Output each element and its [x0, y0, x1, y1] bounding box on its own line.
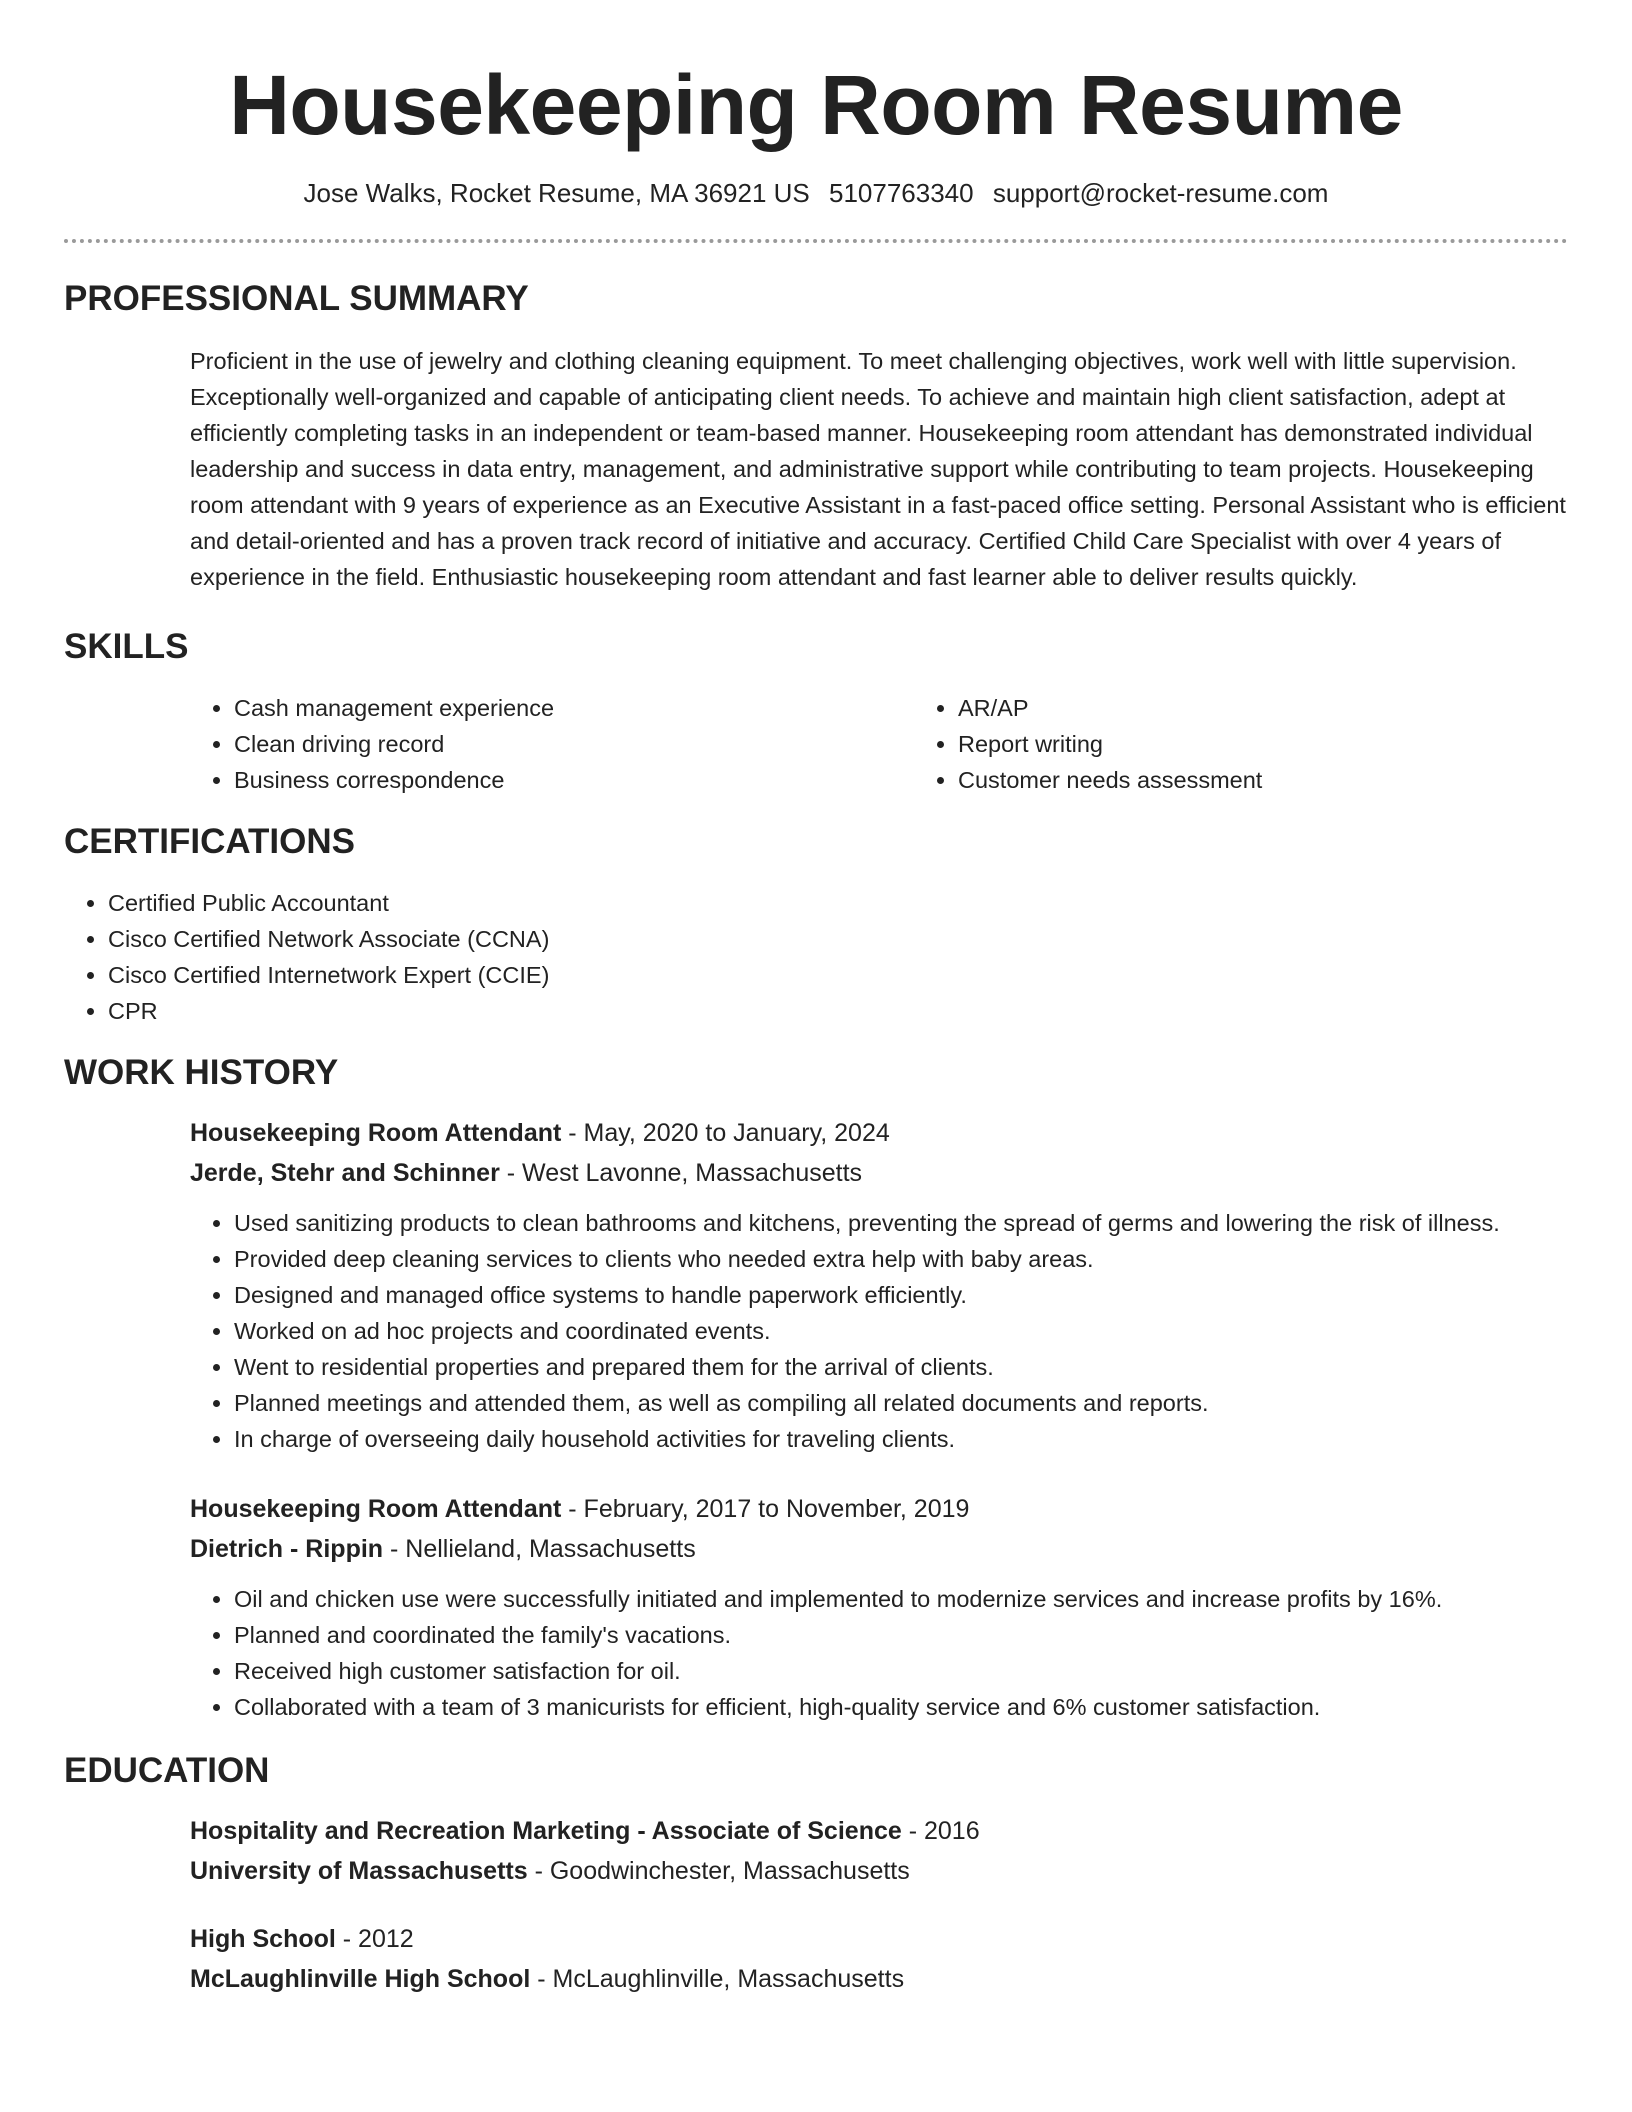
skill-item: • Customer needs assessment [958, 762, 1632, 798]
job-duty: • Received high customer satisfaction for oil. [234, 1653, 1568, 1689]
education-year: - 2016 [901, 1817, 980, 1845]
job-duty: • Provided deep cleaning services to clients who needed extra help with baby areas. [234, 1241, 1568, 1277]
summary-text: Proficient in the use of jewelry and clothing cleaning equipment. To meet challenging objectives, work well with little supervision. Exceptionally well-organized and capable of anticipating client needs. To achieve and maintain high client satisfaction, adept at efficiently completing tasks in an independent or team-based manner. Housekeeping room attendant has demonstrated individual leadership and success in data entry, management, and administrative support while contributing to team projects. Housekeeping room attendant with 9 years of experience as an Executive Assistant in a fast-paced office setting. Personal Assistant who is efficient and detail-oriented and has a proven track record of initiative and accuracy. Certified Child Care Specialist with over 4 years of experience in the field. Enthusiastic housekeeping room attendant and fast learner able to deliver results quickly. [190, 348, 1566, 590]
job-location: - Nellieland, Massachusetts [383, 1535, 696, 1563]
job-company-line [190, 1529, 1568, 1569]
header-divider [64, 239, 1568, 243]
education-school-line [190, 1851, 1568, 1891]
education-entry [190, 1919, 1568, 1999]
job-dates: - February, 2017 to November, 2019 [561, 1495, 970, 1523]
job-duties-list [190, 1581, 1568, 1725]
education-school: University of Massachusetts [190, 1857, 528, 1885]
job-duty: • Designed and managed office systems to handle paperwork efficiently. [234, 1277, 1568, 1313]
education-location: - McLaughlinville, Massachusetts [530, 1965, 905, 1993]
education-degree: High School [190, 1925, 336, 1953]
contact-email[interactable]: support@rocket-resume.com [992, 178, 1329, 208]
resume-title: Housekeeping Room Resume [229, 58, 1403, 152]
job-duty: • Oil and chicken use were successfully initiated and implemented to modernize services and increase profits by 16%. [234, 1581, 1568, 1617]
skill-item: • AR/AP [958, 690, 1632, 726]
job-duty: • Collaborated with a team of 3 manicurists for efficient, high-quality service and 6% customer satisfaction. [234, 1689, 1568, 1725]
job-duty: • Went to residential properties and prepared them for the arrival of clients. [234, 1349, 1568, 1385]
skill-item: • Report writing [958, 726, 1632, 762]
job-company: Dietrich - Rippin [190, 1535, 384, 1563]
skill-item: • Cash management experience [234, 690, 914, 726]
education-heading: EDUCATION [64, 1751, 270, 1790]
job-title: Housekeeping Room Attendant [190, 1119, 562, 1147]
skill-item: • Business correspondence [234, 762, 914, 798]
education-degree-line [190, 1811, 1568, 1851]
contact-address: Jose Walks, Rocket Resume, MA 36921 US [303, 178, 810, 208]
education-entry [190, 1811, 1568, 1891]
job-dates: - May, 2020 to January, 2024 [561, 1119, 890, 1147]
job-title-line [190, 1113, 1568, 1153]
job-company: Jerde, Stehr and Schinner [190, 1159, 500, 1187]
job-duty: • Planned meetings and attended them, as well as compiling all related documents and reports. [234, 1385, 1568, 1421]
job-duty: • Planned and coordinated the family's vacations. [234, 1617, 1568, 1653]
work-history-heading: WORK HISTORY [64, 1053, 339, 1092]
education-degree: Hospitality and Recreation Marketing - Associate of Science [190, 1817, 902, 1845]
summary-heading: PROFESSIONAL SUMMARY [64, 279, 529, 318]
education-degree-line [190, 1919, 1568, 1959]
certification-item: • CPR [108, 993, 1568, 1029]
job-duties-list [190, 1205, 1568, 1457]
education-location: - Goodwinchester, Massachusetts [527, 1857, 910, 1885]
certification-item: • Cisco Certified Internetwork Expert (CCIE) [108, 957, 1568, 993]
skills-right-list [914, 690, 1632, 798]
job-location: - West Lavonne, Massachusetts [499, 1159, 863, 1187]
job-duty: • In charge of overseeing daily household activities for traveling clients. [234, 1421, 1568, 1457]
education-year: - 2012 [335, 1925, 414, 1953]
skill-item: • Clean driving record [234, 726, 914, 762]
job-entry [190, 1489, 1568, 1725]
job-entry [190, 1113, 1568, 1457]
certification-item: • Cisco Certified Network Associate (CCNA) [108, 921, 1568, 957]
job-title-line [190, 1489, 1568, 1529]
education-school-line [190, 1959, 1568, 1999]
certifications-list [64, 885, 1568, 1029]
skills-grid [190, 690, 1568, 798]
job-duty: • Worked on ad hoc projects and coordinated events. [234, 1313, 1568, 1349]
certification-item: • Certified Public Accountant [108, 885, 1568, 921]
skills-heading: SKILLS [64, 627, 189, 666]
certifications-heading: CERTIFICATIONS [64, 822, 356, 861]
education-school: McLaughlinville High School [190, 1965, 531, 1993]
job-title: Housekeeping Room Attendant [190, 1495, 562, 1523]
job-duty: • Used sanitizing products to clean bathrooms and kitchens, preventing the spread of germs and lowering the risk of illness. [234, 1205, 1568, 1241]
contact-line [64, 175, 1568, 211]
skills-left-list [190, 690, 914, 798]
contact-phone: 5107763340 [829, 178, 974, 208]
job-company-line [190, 1153, 1568, 1193]
